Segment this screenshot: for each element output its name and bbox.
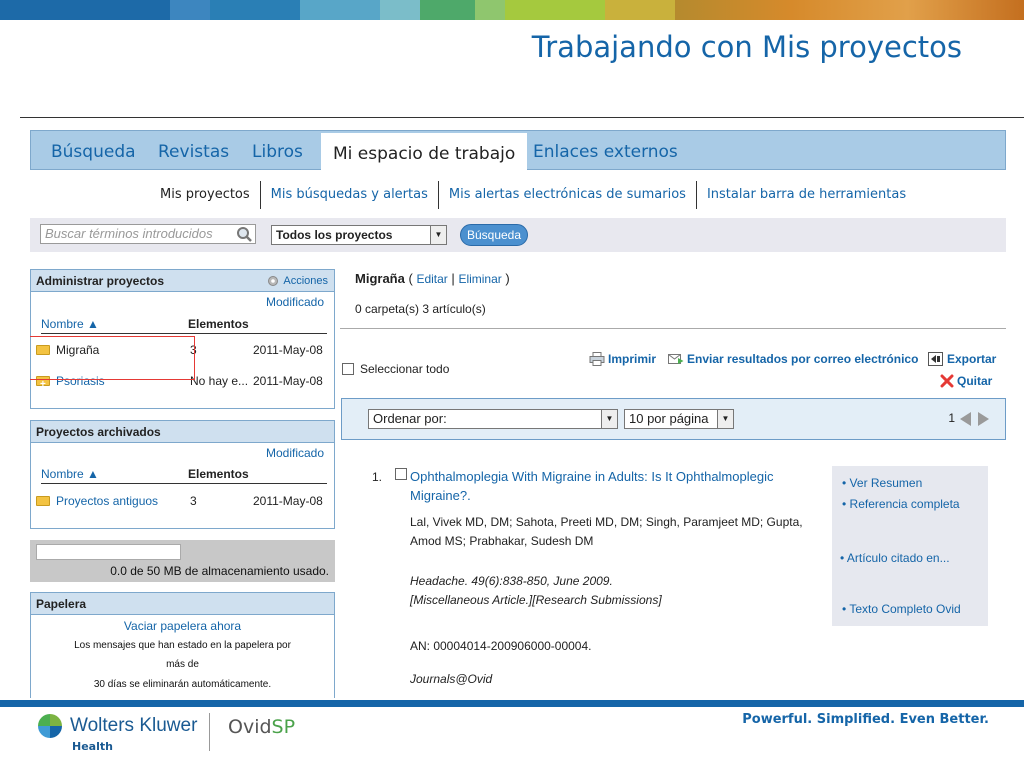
trash-note-3: 30 días se eliminarán automáticamente.: [93, 679, 272, 690]
top-decorative-band: [0, 0, 1024, 20]
result-title-line: Ophthalmoplegia With Migraine in Adults: Is It Ophthalmoplegic: [410, 469, 774, 484]
search-icon[interactable]: [236, 226, 252, 242]
full-reference-link[interactable]: • Referencia completa: [842, 497, 960, 511]
select-all-checkbox[interactable]: [342, 363, 354, 375]
link-label: Ver Resumen: [849, 476, 923, 490]
project-name[interactable]: Migraña: [56, 343, 100, 357]
full-text-link[interactable]: • Texto Completo Ovid: [842, 602, 961, 616]
content-divider: [340, 328, 1006, 329]
project-date: 2011-May-08: [253, 374, 323, 388]
globe-icon: [38, 714, 62, 738]
result-source: Journals@Ovid: [410, 672, 493, 686]
printer-icon: [589, 352, 605, 366]
panel-header: [31, 270, 334, 292]
remove-label: Quitar: [957, 374, 993, 388]
view-abstract-link[interactable]: • Ver Resumen: [842, 476, 923, 490]
next-page-icon[interactable]: [978, 412, 989, 426]
result-checkbox[interactable]: [395, 468, 407, 480]
separator: |: [451, 271, 455, 286]
wolters-kluwer-logo: [38, 714, 198, 738]
tab-busqueda[interactable]: Búsqueda: [51, 142, 136, 162]
column-items-header: Elementos: [188, 467, 249, 481]
result-number: 1.: [372, 470, 383, 484]
ovidsp-logo: [228, 716, 295, 738]
search-button[interactable]: Búsqueda: [460, 224, 528, 246]
tab-enlaces-externos[interactable]: Enlaces externos: [533, 142, 678, 162]
sort-name-link[interactable]: Nombre ▲: [41, 317, 99, 331]
project-date: 2011-May-08: [253, 494, 323, 508]
title-divider: [20, 117, 1024, 118]
page-number: 1: [948, 411, 955, 425]
folder-icon: [36, 496, 50, 506]
panel-title: Papelera: [36, 597, 87, 611]
project-name[interactable]: Proyectos antiguos: [56, 494, 159, 508]
brand-name: Wolters Kluwer: [70, 715, 198, 736]
panel-title: Administrar proyectos: [36, 274, 165, 288]
ovid-prefix: Ovid: [228, 716, 272, 738]
per-page-value: 10 por página: [629, 411, 709, 426]
sub-nav: [150, 180, 916, 210]
subnav-mis-alertas[interactable]: Mis alertas electrónicas de sumarios: [438, 181, 696, 209]
result-accession: AN: 00004014-200906000-00004.: [410, 639, 592, 653]
folder-plus-icon: +: [36, 376, 50, 386]
project-date: 2011-May-08: [253, 343, 323, 357]
email-label: Enviar resultados por correo electrónico: [687, 352, 919, 366]
chevron-down-icon: ▼: [430, 226, 446, 244]
result-title-line: Migraine?.: [410, 488, 471, 503]
select-all-label: Seleccionar todo: [360, 362, 450, 376]
sort-modified-link[interactable]: Modificado: [265, 446, 324, 460]
project-scope-value: Todos los proyectos: [276, 228, 393, 242]
project-items: 3: [190, 343, 197, 357]
project-heading: [355, 271, 510, 286]
project-content: [340, 265, 1006, 698]
result-journal: Headache. 49(6):838-850, June 2009.: [410, 574, 613, 588]
per-page-select[interactable]: [624, 409, 734, 429]
actions-menu[interactable]: [266, 270, 328, 292]
cited-by-link[interactable]: • Artículo citado en...: [840, 551, 950, 565]
project-title: Migraña: [355, 271, 405, 286]
export-button[interactable]: [928, 352, 996, 366]
sort-name-link[interactable]: Nombre ▲: [41, 467, 99, 481]
result-authors: [410, 513, 820, 551]
brand-subtitle: Health: [72, 740, 113, 753]
gear-icon: [266, 274, 280, 288]
result-title-link[interactable]: [410, 467, 822, 505]
ovid-app: [30, 130, 1006, 698]
project-scope-select[interactable]: [271, 225, 447, 245]
storage-usage: [30, 540, 335, 582]
authors-line: Amod MS; Prabhakar, Sudesh DM: [410, 534, 594, 548]
chevron-down-icon: ▼: [717, 410, 733, 428]
archived-projects-panel: [30, 420, 335, 529]
project-items: 3: [190, 494, 197, 508]
project-items: No hay e...: [190, 374, 249, 388]
export-label: Exportar: [947, 352, 997, 366]
sort-value: Ordenar por:: [373, 411, 447, 426]
email-icon: [668, 352, 684, 366]
tab-revistas[interactable]: Revistas: [158, 142, 230, 162]
actions-label: Acciones: [283, 275, 328, 287]
chevron-down-icon: ▼: [601, 410, 617, 428]
panel-title: Proyectos archivados: [36, 425, 161, 439]
result-links: [832, 466, 988, 626]
trash-panel: [30, 592, 335, 698]
export-icon: [928, 352, 944, 366]
sort-modified-link[interactable]: Modificado: [265, 295, 324, 309]
panel-header: [31, 421, 334, 443]
column-divider: [41, 483, 327, 484]
project-counts: 0 carpeta(s) 3 artículo(s): [355, 302, 486, 316]
delete-link[interactable]: Eliminar: [458, 272, 502, 286]
slide-title: Trabajando con Mis proyectos: [531, 30, 962, 64]
open-paren: (: [408, 271, 413, 286]
subnav-mis-busquedas[interactable]: Mis búsquedas y alertas: [260, 181, 438, 209]
search-input[interactable]: Buscar términos introducidos: [40, 224, 256, 244]
tab-mi-espacio-de-trabajo[interactable]: Mi espacio de trabajo: [321, 133, 527, 172]
ovid-suffix: SP: [271, 716, 296, 738]
sort-select[interactable]: [368, 409, 618, 429]
link-label: Artículo citado en...: [846, 551, 950, 565]
authors-line: Lal, Vivek MD, DM; Sahota, Preeti MD, DM; Singh, Paramjeet MD; Gupta,: [410, 515, 803, 529]
trash-note-2: más de: [166, 659, 199, 670]
panel-header: [31, 593, 334, 615]
subnav-mis-proyectos[interactable]: Mis proyectos: [160, 187, 250, 202]
link-label: Referencia completa: [849, 497, 960, 511]
trash-note-1: Los mensajes que han estado en la papelera por: [74, 640, 291, 651]
result-type: [Miscellaneous Article.][Research Submissions]: [410, 593, 662, 607]
empty-trash-link[interactable]: Vaciar papelera ahora: [123, 619, 242, 633]
print-label: Imprimir: [608, 352, 657, 366]
print-button[interactable]: [589, 352, 656, 366]
highlight-box: [30, 336, 195, 380]
link-label: Texto Completo Ovid: [849, 602, 961, 616]
tab-libros[interactable]: Libros: [252, 142, 303, 162]
main-nav: [30, 130, 1006, 170]
storage-bar: [36, 544, 181, 560]
remove-button[interactable]: [940, 374, 992, 388]
edit-link[interactable]: Editar: [416, 272, 448, 286]
subnav-instalar-barra[interactable]: Instalar barra de herramientas: [696, 181, 916, 209]
column-items-header: Elementos: [188, 317, 249, 331]
footer-divider: [0, 700, 1024, 707]
project-name[interactable]: Psoriasis: [56, 374, 105, 388]
sort-bar: [341, 398, 1006, 440]
column-divider: [41, 333, 327, 334]
close-paren: ): [505, 271, 510, 286]
previous-page-icon[interactable]: [960, 412, 971, 426]
footer-logo-divider: [209, 713, 210, 751]
storage-text: 0.0 de 50 MB de almacenamiento usado.: [110, 564, 329, 578]
email-results-button[interactable]: [668, 352, 918, 366]
close-icon: [940, 374, 954, 388]
search-row: [30, 218, 1006, 252]
project-row[interactable]: [36, 492, 331, 512]
tagline: Powerful. Simplified. Even Better.: [742, 712, 989, 727]
